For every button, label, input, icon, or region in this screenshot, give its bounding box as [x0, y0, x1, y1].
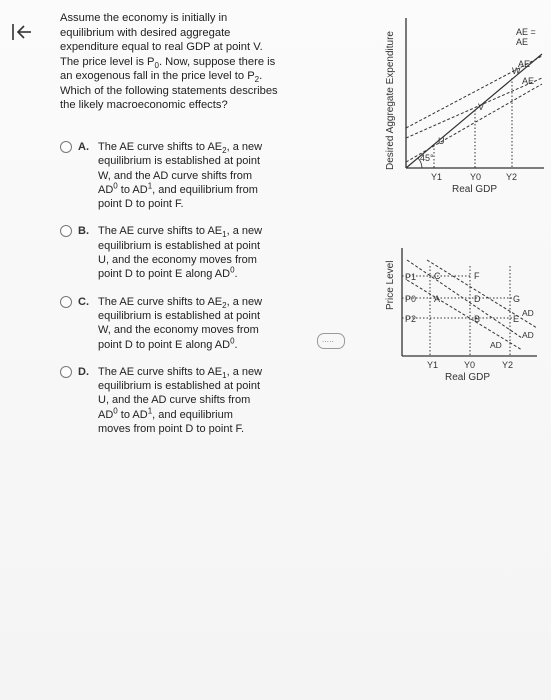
option-line [98, 408, 315, 422]
point-v: V [478, 102, 485, 112]
option-letter: A. [78, 141, 89, 153]
curve-label: AE [518, 59, 531, 69]
option-line [98, 335, 315, 352]
option-d[interactable] [60, 365, 315, 436]
text: . [259, 70, 263, 82]
superscript: 0 [230, 335, 235, 345]
x-tick: Y0 [470, 172, 482, 182]
text: to AD [117, 183, 148, 196]
point-b: B [474, 314, 481, 324]
option-letter: C. [78, 295, 89, 308]
superscript: 0 [113, 181, 118, 191]
option-line: moves from point D to point F. [98, 423, 245, 436]
point-u: U [438, 136, 445, 146]
panel-resize-handle[interactable] [317, 333, 345, 349]
y-tick-p1: P1 [405, 272, 417, 282]
text: , and equilibrium [152, 408, 233, 421]
text: The AE curve shifts to AE [98, 295, 223, 308]
y-tick-p2: P2 [405, 314, 417, 324]
text: , a new [226, 295, 263, 308]
option-line: W, and the AD curve shifts from [98, 169, 253, 182]
ae-graph-xlabel: Real GDP [452, 184, 498, 195]
option-line: equilibrium is established at point [98, 380, 261, 393]
45-degree-line [406, 54, 542, 168]
text: . Now, suppose there is [158, 55, 276, 68]
option-line [98, 267, 315, 281]
ae-graph [372, 10, 547, 200]
ad-graph-xlabel: Real GDP [445, 372, 491, 383]
option-a[interactable] [60, 140, 315, 211]
x-tick: Y2 [502, 360, 514, 370]
x-tick: Y2 [506, 172, 518, 182]
ae-graph-ylabel: Desired Aggregate Expenditure [385, 31, 396, 170]
curve-label: AE = [516, 27, 536, 37]
point-c: C [434, 271, 441, 281]
option-line: equilibrium is established at point [98, 155, 261, 168]
point-w: W [512, 66, 521, 76]
text: , a new [226, 365, 263, 378]
x-tick: Y0 [464, 360, 476, 370]
x-tick: Y1 [431, 172, 443, 182]
question-text [60, 11, 310, 113]
option-b[interactable] [60, 224, 315, 281]
text: , a new [226, 225, 263, 238]
option-line: equilibrium is established at point [98, 309, 261, 322]
point-g: G [513, 294, 521, 304]
text: The AE curve shifts to AE [98, 225, 223, 238]
point-a: A [434, 294, 441, 304]
ad-graph-ylabel: Price Level [385, 260, 396, 310]
y-tick-p0: P0 [405, 294, 417, 304]
question-line: expenditure equal to real GDP at point V. [60, 41, 263, 53]
ad-label: AD [522, 308, 534, 318]
question-line [60, 69, 310, 84]
radio-button[interactable] [60, 296, 72, 308]
radio-button[interactable] [60, 366, 72, 378]
answer-options [60, 140, 315, 436]
text: point D to point E along AD [98, 268, 231, 281]
curve-label: AE [522, 76, 535, 86]
option-letter: D. [78, 365, 89, 378]
text: point D to point E along AD [98, 338, 231, 351]
option-line [98, 365, 315, 379]
ad-label: AD [522, 330, 534, 340]
option-line: point D to point F. [98, 198, 184, 211]
ad-graph [372, 230, 547, 390]
radio-button[interactable] [60, 141, 72, 153]
radio-button[interactable] [60, 225, 72, 237]
question-line [60, 55, 310, 70]
option-letter: B. [78, 225, 89, 238]
ad0-curve [407, 260, 522, 338]
ad2-curve [407, 280, 522, 350]
ae1-curve [406, 84, 542, 162]
back-to-start-icon[interactable] [8, 20, 36, 44]
text: AD [98, 408, 114, 421]
text: The AE curve shifts to AE [98, 141, 223, 153]
text: an exogenous fall in the price level to P [60, 70, 255, 82]
text: , a new [226, 141, 263, 153]
text: to AD [117, 408, 148, 421]
subscript: 2 [222, 300, 227, 310]
subscript: 0 [154, 60, 159, 70]
curve-label: AE [516, 37, 529, 47]
ad1-curve [427, 260, 537, 328]
superscript: 1 [147, 406, 153, 416]
subscript: 1 [222, 371, 227, 381]
point-d: D [474, 294, 481, 304]
option-line [98, 183, 315, 197]
point-f: F [474, 271, 480, 281]
text: . [234, 338, 238, 351]
option-line: U, and the economy moves from [98, 254, 257, 267]
option-line [98, 224, 315, 238]
option-line [98, 295, 315, 309]
superscript: 0 [113, 406, 118, 416]
text: . [234, 268, 238, 281]
point-e: E [513, 314, 520, 324]
ae-curve [406, 78, 542, 138]
question-line: Assume the economy is initially in [60, 12, 228, 24]
text: , and equilibrium from [152, 183, 258, 196]
text: The AE curve shifts to AE [98, 365, 223, 378]
subscript: 1 [222, 230, 227, 240]
question-line: equilibrium with desired aggregate [60, 26, 231, 39]
subscript: 2 [254, 75, 260, 85]
subscript: 2 [222, 146, 227, 156]
question-line: the likely macroeconomic effects? [60, 99, 228, 111]
option-line [98, 140, 315, 154]
ad-label: AD [490, 340, 502, 350]
superscript: 0 [230, 265, 235, 275]
x-tick: Y1 [427, 360, 439, 370]
option-c[interactable] [60, 295, 315, 352]
option-line: U, and the AD curve shifts from [98, 394, 251, 407]
superscript: 1 [147, 181, 153, 191]
angle-label: 45° [420, 153, 434, 163]
text: The price level is P [60, 55, 155, 68]
option-line: equilibrium is established at point [98, 239, 261, 252]
option-line: W, and the economy moves from [98, 324, 259, 337]
question-line: Which of the following statements describes [60, 84, 278, 97]
text: AD [98, 183, 114, 196]
handle-dots: ..... [322, 337, 335, 344]
